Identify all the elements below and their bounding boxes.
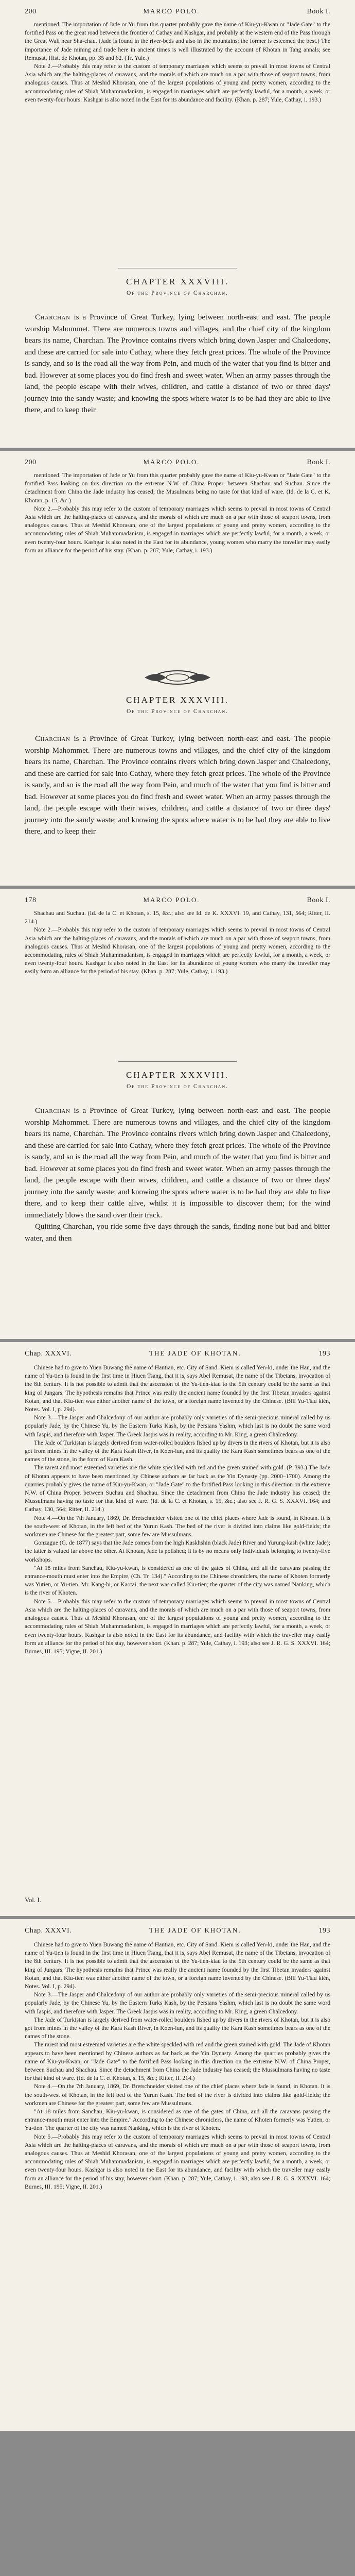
running-title: MARCO POLO. (143, 7, 200, 15)
footnote-paragraph: Note 4.—On the 7th January, 1869, Dr. Bretschneider visited one of the chief places where Jade is found, in Khotan. It is the south-west of Khotan, in the left bed of the Yurun Kash. The bed of the river is divided into claims like gold-fields; the workmen are Chinese for the greatest part, some few are Mussulmans. (25, 2083, 330, 2107)
body-paragraph: Charchan is a Province of Great Turkey, lying between north-east and east. The people worship Mahommet. There are numerous towns and villages, and the chief city of the kingdom bears its name, Charchan. The Province contains rivers which bring down Jasper and Chalcedony, and these are carried for sale into Cathay, where they fetch great prices. The whole of the Province is sandy, and so is the road all the way from Pein, and much of the water that you find is bitter and bad. However at some places you do find fresh and sweet water. When an army passes through the land, the people escape with their wives, children, and cattle a distance of two or three days' journey into the sandy waste; and knowing the spots where water is to be had they are able to live there, and to keep their (25, 313, 330, 414)
signature-mark: Vol. I. (25, 1896, 41, 1904)
running-head (25, 896, 330, 905)
footnote-block (25, 1364, 330, 1656)
footnote-paragraph: The rarest and most esteemed varieties are the white speckled with red and the green stained with gold. The Jade of Khotan appears to have been mentioned by Chinese authors as far back as the Yin Dynasty. Among the quarries probably gives the name of Kiu-yu-Kwan, or "Jade Gate" to the fortified Pass looking in this direction on the extreme N.W. of China Proper, between Suchau and Shachau. Since the detachment from China the Jade industry has ceased; the Mussulmans having no taste for that kind of ware. (Id. de la C. et Khotan, s. 15, &c.; Ritter, II. 214.) (25, 2041, 330, 2082)
footnote-paragraph: "At 18 miles from Sanchau, Kiu-yu-kwan, is considered as one of the gates of China, and all the caravans passing the entrance-mouth must enter into the Empire." According to the Chinese chroniclers, the name of Khoten formerly was Yutien, or Yu-tien. The quarter of the city was named Nanking, which is the river of Khoten. (25, 2108, 330, 2132)
chapter-subtitle: Of the Province of Charchan. (126, 708, 229, 715)
chapter-subtitle: Of the Province of Charchan. (126, 1083, 229, 1090)
body-paragraph: Charchan is a Province of Great Turkey, lying between north-east and east. The people worship Mahommet. There are numerous towns and villages, and the chief city of the kingdom bears its name, Charchan. The Province contains rivers which bring down Jasper and Chalcedony, and these are carried for sale into Cathay, where they fetch great prices. The whole of the Province is sandy, and so is the road all the way from Pein, and much of the water that you find is bitter and bad. However at some places you do find fresh and sweet water. When an army passes through the land, the people escape with their wives, children, and cattle a distance of two or three days' journey into the sandy waste; and knowing the spots where water is to be had they are able to live there, and to keep their cattle alive, whilst it is impossible to discover them; for the wind immediately blows the sand over their track. (25, 1107, 330, 1219)
footnote-paragraph: "At 18 miles from Sanchau, Kiu-yu-kwan, is considered as one of the gates of China, and all the caravans passing the entrance-mouth must enter into the Empire, (Ch. Tr. 134)." According to the Chinese chroniclers, the name of Khoten formerly was Yutien, or Yu-tien. Mr. Kang-hi, or Kaotai, the next was called Kiu-tien; the quarter of the city was named Nanking, which is the river of Khoten. (25, 1564, 330, 1597)
footnote-paragraph: Chinese had to give to Yuen Buwang the name of Hantian, etc. City of Sand. Kiem is called Yen-ki, under the Han, and the name of Yu-tien is found in the first time in Hiuen Tsang, that it is, says Abel Remusat, the name of the Tibetans, invocation of the 8th century. It is not possible to admit that the ascension of the Yu-tien-kiau to the 5th century could be the same as that king of Jungars. The hypothesis remains that Prince was really the ancient name founded by the first Tibetan invaders against Kotan, and that Kiu-tien was either another name of the town, or a foreign name invented by the Chinese. (Bill Yu-Tiau kién, Notes. Vol. I, p. 294). (25, 1364, 330, 1413)
footnote-paragraph: Shachau and Suchau. (Id. de la C. et Khotan, s. 15, &c.; also see Id. de K. XXXVI. 19, and Cathay, 131, 564; Ritter, II. 214.) (25, 910, 330, 925)
chapter-title: CHAPTER XXXVIII. (126, 1070, 229, 1080)
page-number: 193 (318, 1927, 330, 1935)
book-page-1 (0, 0, 355, 451)
book-label: Book I. (307, 8, 330, 15)
running-head (25, 1349, 330, 1358)
book-page-3 (0, 889, 355, 1342)
chapter-heading (25, 1061, 330, 1098)
footnote-paragraph: mentioned. The importation of Jade or Yu from this quarter probably gave the name of Kiu-yu-Kwan or "Jade Gate" to the fortified Pass on the great road between the frontier of Cathay and Kashgar, and probably at the western end of the Pass through the Great Wall near Sha-chau. (Jade is found in the river-beds and also in the mountains; the former is esteemed the best.) The importance of Jade mining and trade here in ancient times is well illustrated by the account of Khotan in Tang annals; see Remusat, Hist. de Khotan, pp. 35 and 62. (Tr. Yule.) (25, 21, 330, 61)
dropcap-word: Charchan (35, 1107, 70, 1115)
footnote-paragraph: Note 3.—The Jasper and Chalcedony of our author are probably only varieties of the semi-precious mineral called by us popularly Jade, by the Chinese Yu, by the Eastern Turks Kash, by the Persians Yashm, which last is no doubt the same word with Iaspis, and therefore with Jasper. The Greek Jaspis was in reality, according to Mr. King, a green Chalcedony. (25, 1991, 330, 2015)
page-number: 193 (318, 1350, 330, 1358)
running-head (25, 7, 330, 16)
book-page-2 (0, 451, 355, 889)
book-page-5 (0, 1919, 355, 2434)
body-text (25, 1105, 330, 1244)
footnote-paragraph: The rarest and most esteemed varieties are the white speckled with red and the green stained with gold. (P. 393.) The Jade of Khotan appears to have been mentioned by Chinese authors as far back as the Yin Dynasty (pp. 2000–1700). Among the quarries probably gives the name of Kiu-yu-Kwan, or "Jade Gate" to the fortified Pass looking in this direction on the extreme N.W. of China Proper, between Suchau and Shachau. Since the detachment from China the Jade industry has ceased; the Mussulmans having no taste for that kind of ware. (Id. de la C. et Khotan, s. 15, &c.; also see J. R. G. S. XXXVI. 164; and Cathay, 130, 564; Ritter, II. 214.) (25, 1464, 330, 1513)
running-title: THE JADE OF KHOTAN. (149, 1349, 241, 1357)
book-label: Book I. (307, 459, 330, 466)
chapter-title: CHAPTER XXXVIII. (126, 695, 229, 705)
footnote-block (25, 21, 330, 104)
body-text (25, 312, 330, 416)
footnote-paragraph: Gonzague (G. de 1877) says that the Jade comes from the high Kaskhshin (black Jade) River and Yurung-kash (white Jade); the latter is valued far above the other. At Khotan, Jade is polished; it is by no means only individuals belonging to twenty-five workshops. (25, 1539, 330, 1563)
ornament-icon (141, 667, 214, 688)
footnote-paragraph: Note 2.—Probably this may refer to the custom of temporary marriages which seems to prevail in most towns of Central Asia which are the halting-places of caravans, and the morals of which are much on a par with those of seaport towns, from analogous causes. Thus at Meshid Khorasan, one of the largest populations of young and pretty women, according to the accommodating rules of Shiah Muhammadanism, is engaged in marriages which are perfectly lawful, for a month, a week, or even twenty-four hours. Kashgar is also noted in the East for its abundance and facility. (Khan. p. 287; Yule, Cathay, i. 193.) (25, 63, 330, 103)
running-title: THE JADE OF KHOTAN. (149, 1926, 241, 1934)
footnote-paragraph: Chinese had to give to Yuen Buwang the name of Hantian, etc. City of Sand. Kiem is called Yen-ki, under the Han, and the name of Yu-tien is found in the first time in Hiuen Tsang, that it is, says Abel Remusat, the name of the Tibetans, invocation of the 8th century. It is not possible to admit that the ascension of the Yu-tien-kiau to the 5th century could be the same as that king of Jungars. The hypothesis remains that Prince was really the ancient name founded by the first Tibetan invaders against Kotan, and that Kiu-tien was either another name of the town, or a foreign name invented by the Chinese. (Bill Yu-Tiau kién, Notes. Vol. I, p. 294). (25, 1941, 330, 1990)
chapter-subtitle: Of the Province of Charchan. (126, 290, 229, 296)
chapter-label: Chap. XXXVI. (25, 1927, 72, 1935)
chapter-heading (25, 268, 330, 304)
rule-divider (118, 1061, 237, 1062)
book-label: Book I. (307, 896, 330, 904)
footnote-paragraph: Note 2.—Probably this may refer to the custom of temporary marriages which seems to prevail in most towns of Central Asia which are the halting-places of caravans, and the morals of which are much on a par with those of seaport towns, from analogous causes. Thus at Meshid Khorasan, one of the largest populations of young and pretty women, according to the accommodating rules of Shiah Muhammadanism, is engaged in marriages which are perfectly lawful, for a month, a week, or even twenty-four hours. Kashgar is also noted in the East for its abundance of young women who marry the traveller may easily form an alliance for the period of his stay. (Khan. p. 287; Yule, Cathay, i. 193.) (25, 926, 330, 975)
footnote-paragraph: Note 3.—The Jasper and Chalcedony of our author are probably only varieties of the semi-precious mineral called by us popularly Jade, by the Chinese Yu, by the Eastern Turks Kash, by the Persians Yashm, which last is no doubt the same word with Iaspis, and therefore with Jasper. The Greek Jaspis was in reality, according to Mr. King, a green Chalcedony. (25, 1414, 330, 1438)
footnote-block (25, 471, 330, 555)
chapter-heading (25, 667, 330, 723)
running-head (25, 458, 330, 467)
footnote-block (25, 909, 330, 976)
dropcap-word: Charchan (35, 735, 70, 743)
chapter-title: CHAPTER XXXVIII. (126, 277, 229, 286)
page-number: 178 (25, 896, 37, 904)
footnote-paragraph: mentioned. The importation of Jade or Yu from this quarter probably gave the name of Kiu-yu-Kwan or "Jade Gate" to the fortified Pass looking on this direction on the extreme N.W. of China Proper, between Shachau and Suchau. Since the detachment from China the Jade industry has ceased; the Musulmans being no taste for that kind of ware. (Id. de la C. et K. Khotan, p. 15, &c.) (25, 472, 330, 504)
chapter-label: Chap. XXXVI. (25, 1350, 72, 1358)
footnote-paragraph: The Jade of Turkistan is largely derived from water-rolled boulders fished up by divers in the rivers of Khotan, but it is also got from mines in the valley of the Kara Kash River, in Koen-lun, and its quality the Kara Kash sometimes bears as one of the names of the stone. (25, 2016, 330, 2040)
body-text (25, 733, 330, 838)
book-page-4 (0, 1342, 355, 1919)
running-title: MARCO POLO. (143, 896, 200, 904)
footnote-paragraph: The Jade of Turkistan is largely derived from water-rolled boulders fished up by divers in the rivers of Khotan, but it is also got from mines in the valley of the Kara Kash River, in Koen-lun, and its quality the Kara Kash sometimes bears as one of the names of the stone, in the form of Kara Kash. (25, 1439, 330, 1463)
running-title: MARCO POLO. (143, 458, 200, 466)
body-paragraph: Charchan is a Province of Great Turkey, lying between north-east and east. The people worship Mahommet. There are numerous towns and villages, and the chief city of the kingdom bears its name, Charchan. The Province contains rivers which bring down Jasper and Chalcedony, and these are carried for sale into Cathay, where they fetch great prices. The whole of the Province is sandy, and so is the road all the way from Pein, and much of the water that you find is bitter and bad. However at some places you do find fresh and sweet water. When an army passes through the land, the people escape with their wives, children, and cattle a distance of two or three days' journey into the sandy waste; and knowing the spots where water is to be had they are able to live there, and to keep their (25, 735, 330, 836)
footnote-paragraph: Note 5.—Probably this may refer to the custom of temporary marriages which seems to prevail in most towns of Central Asia which are the halting-places of caravans, and the morals of which are much on a par with those of seaport towns, from analogous causes. Thus at Meshid Khorasan, one of the largest populations of young and pretty women, according to the accommodating rules of Shiah Muhammadanism, is engaged in marriages which are perfectly lawful, for a month, a week, or even twenty-four hours. Kashgar is also noted in the East for its abundance, and facility with which the traveller may easily form an alliance for the period of his stay, however short. (Khan. p. 287; Yule, Cathay, i. 193; also see J. R. G. S. XXXVI. 164; Burnes, III. 195; Vigne, II. 201.) (25, 1598, 330, 1655)
footnote-paragraph: Note 5.—Probably this may refer to the custom of temporary marriages which seems to prevail in most towns of Central Asia which are the halting-places of caravans, and the morals of which are much on a par with those of seaport towns, from analogous causes. Thus at Meshid Khorasan, one of the largest populations of young and pretty women, according to the accommodating rules of Shiah Muhammadanism, is engaged in marriages which are perfectly lawful, for a month, a week, or even twenty-four hours. Kashgar is also noted in the East for its abundance, and facility with which the traveller may easily form an alliance for the period of his stay, however short. (Khan. p. 287; Yule, Cathay, i. 193; also see J. R. G. S. XXXVI. 164; Burnes, III. 195; Vigne, II. 201.) (25, 2133, 330, 2190)
page-number: 200 (25, 8, 37, 15)
footnote-paragraph: Note 2.—Probably this may refer to the custom of temporary marriages which seems to prevail in most towns of Central Asia which are the halting-places of caravans, and the morals of which are much on a par with those of seaport towns, from analogous causes. Thus at Meshid Khorasan, one of the largest populations of young and pretty women, according to the accommodating rules of Shiah Muhammadanism, is engaged in marriages which are perfectly lawful, for a month, a week, or even twenty-four hours. Kashgar is also noted in the East for its abundance, young women who marry the traveller may easily form an alliance for the period of his stay. (Khan. p. 287; Yule, Cathay, i. 193.) (25, 505, 330, 554)
footnote-block (25, 1941, 330, 2191)
footnote-paragraph: Note 4.—On the 7th January, 1869, Dr. Bretschneider visited one of the chief places where Jade is found, in Khotan. It is the south-west of Khotan, in the left bed of the Yurun Kash. The bed of the river is divided into claims like gold-fields; the workmen are Chinese for the greatest part, some few are Mussulmans. (25, 1514, 330, 1538)
page-number: 200 (25, 459, 37, 466)
dropcap-word: Charchan (35, 313, 70, 321)
body-paragraph: Quitting Charchan, you ride some five days through the sands, finding none but bad and bitter water, and then (25, 1223, 330, 1243)
running-head (25, 1926, 330, 1935)
